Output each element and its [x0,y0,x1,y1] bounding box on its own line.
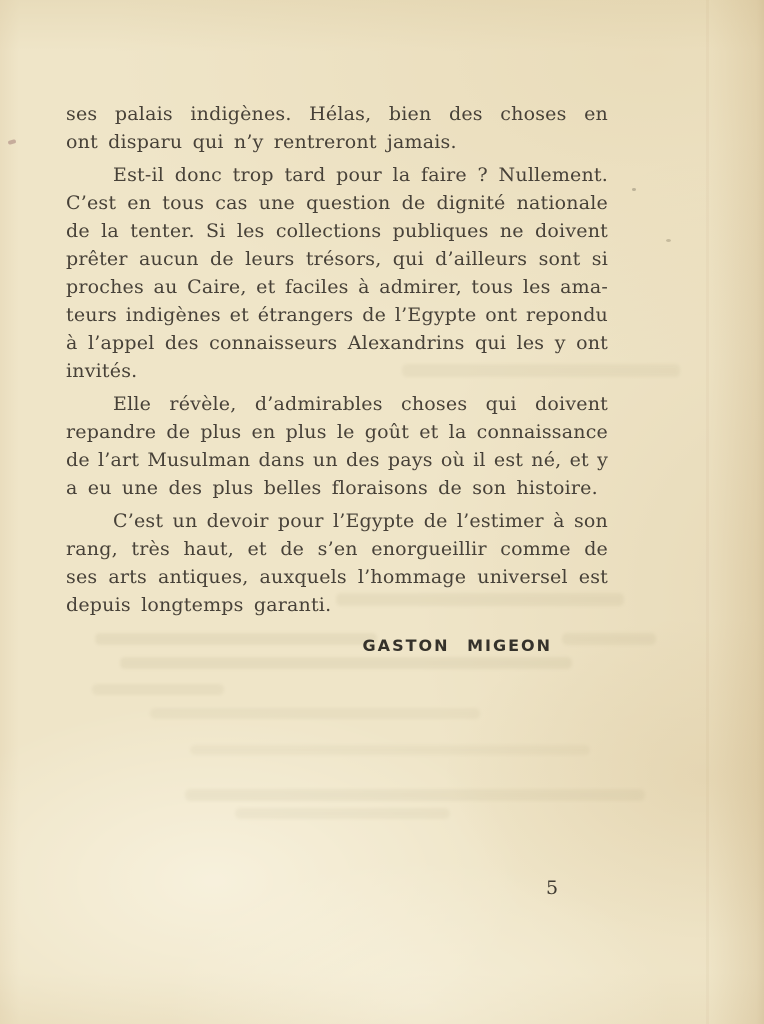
body-text [66,100,608,619]
paper-speck [632,188,636,191]
showthrough-smudge [235,808,450,819]
paper-speck [666,239,671,242]
text-line: à l’appel des connaisseurs Alexandrins qui les y ont [66,332,608,354]
text-line: a eu une des plus belles floraisons de son histoire. [66,477,598,499]
showthrough-smudge [95,633,377,645]
text-line: Elle révèle, d’admirables choses qui doivent [113,393,608,415]
text-line: invités. [66,360,138,382]
showthrough-smudge [185,789,645,801]
text-line: de l’art Musulman dans un des pays où il est né, et y [66,449,608,471]
paragraph [66,100,608,156]
page-number: 5 [546,877,559,899]
showthrough-smudge [92,684,224,695]
text-line: de la tenter. Si les collections publiques ne doivent [66,220,608,242]
text-line: teurs indigènes et étrangers de l’Egypte ont repondu [66,304,608,326]
text-line: ses palais indigènes. Hélas, bien des choses en [66,103,608,125]
showthrough-smudge [120,657,572,669]
author-signature: GASTON MIGEON [362,636,552,655]
text-line: rang, très haut, et de s’en enorgueillir comme de [66,538,608,560]
text-line: C’est un devoir pour l’Egypte de l’estimer à son [113,510,608,532]
showthrough-smudge [190,745,590,755]
text-line: C’est en tous cas une question de dignité nationale [66,192,608,214]
paragraph [66,507,608,619]
paragraph [66,161,608,385]
paragraph [66,390,608,502]
text-line: proches au Caire, et faciles à admirer, tous les ama- [66,276,608,298]
text-line: prêter aucun de leurs trésors, qui d’ailleurs sont si [66,248,608,270]
text-line: Est-il donc trop tard pour la faire ? Nullement. [113,164,608,186]
text-line: ont disparu qui n’y rentreront jamais. [66,131,457,153]
showthrough-smudge [150,708,480,719]
showthrough-smudge [562,633,656,645]
text-line: repandre de plus en plus le goût et la connaissance [66,421,608,443]
text-line: ses arts antiques, auxquels l’hommage universel est [66,566,608,588]
text-line: depuis longtemps garanti. [66,594,332,616]
paper-speck [8,139,17,145]
